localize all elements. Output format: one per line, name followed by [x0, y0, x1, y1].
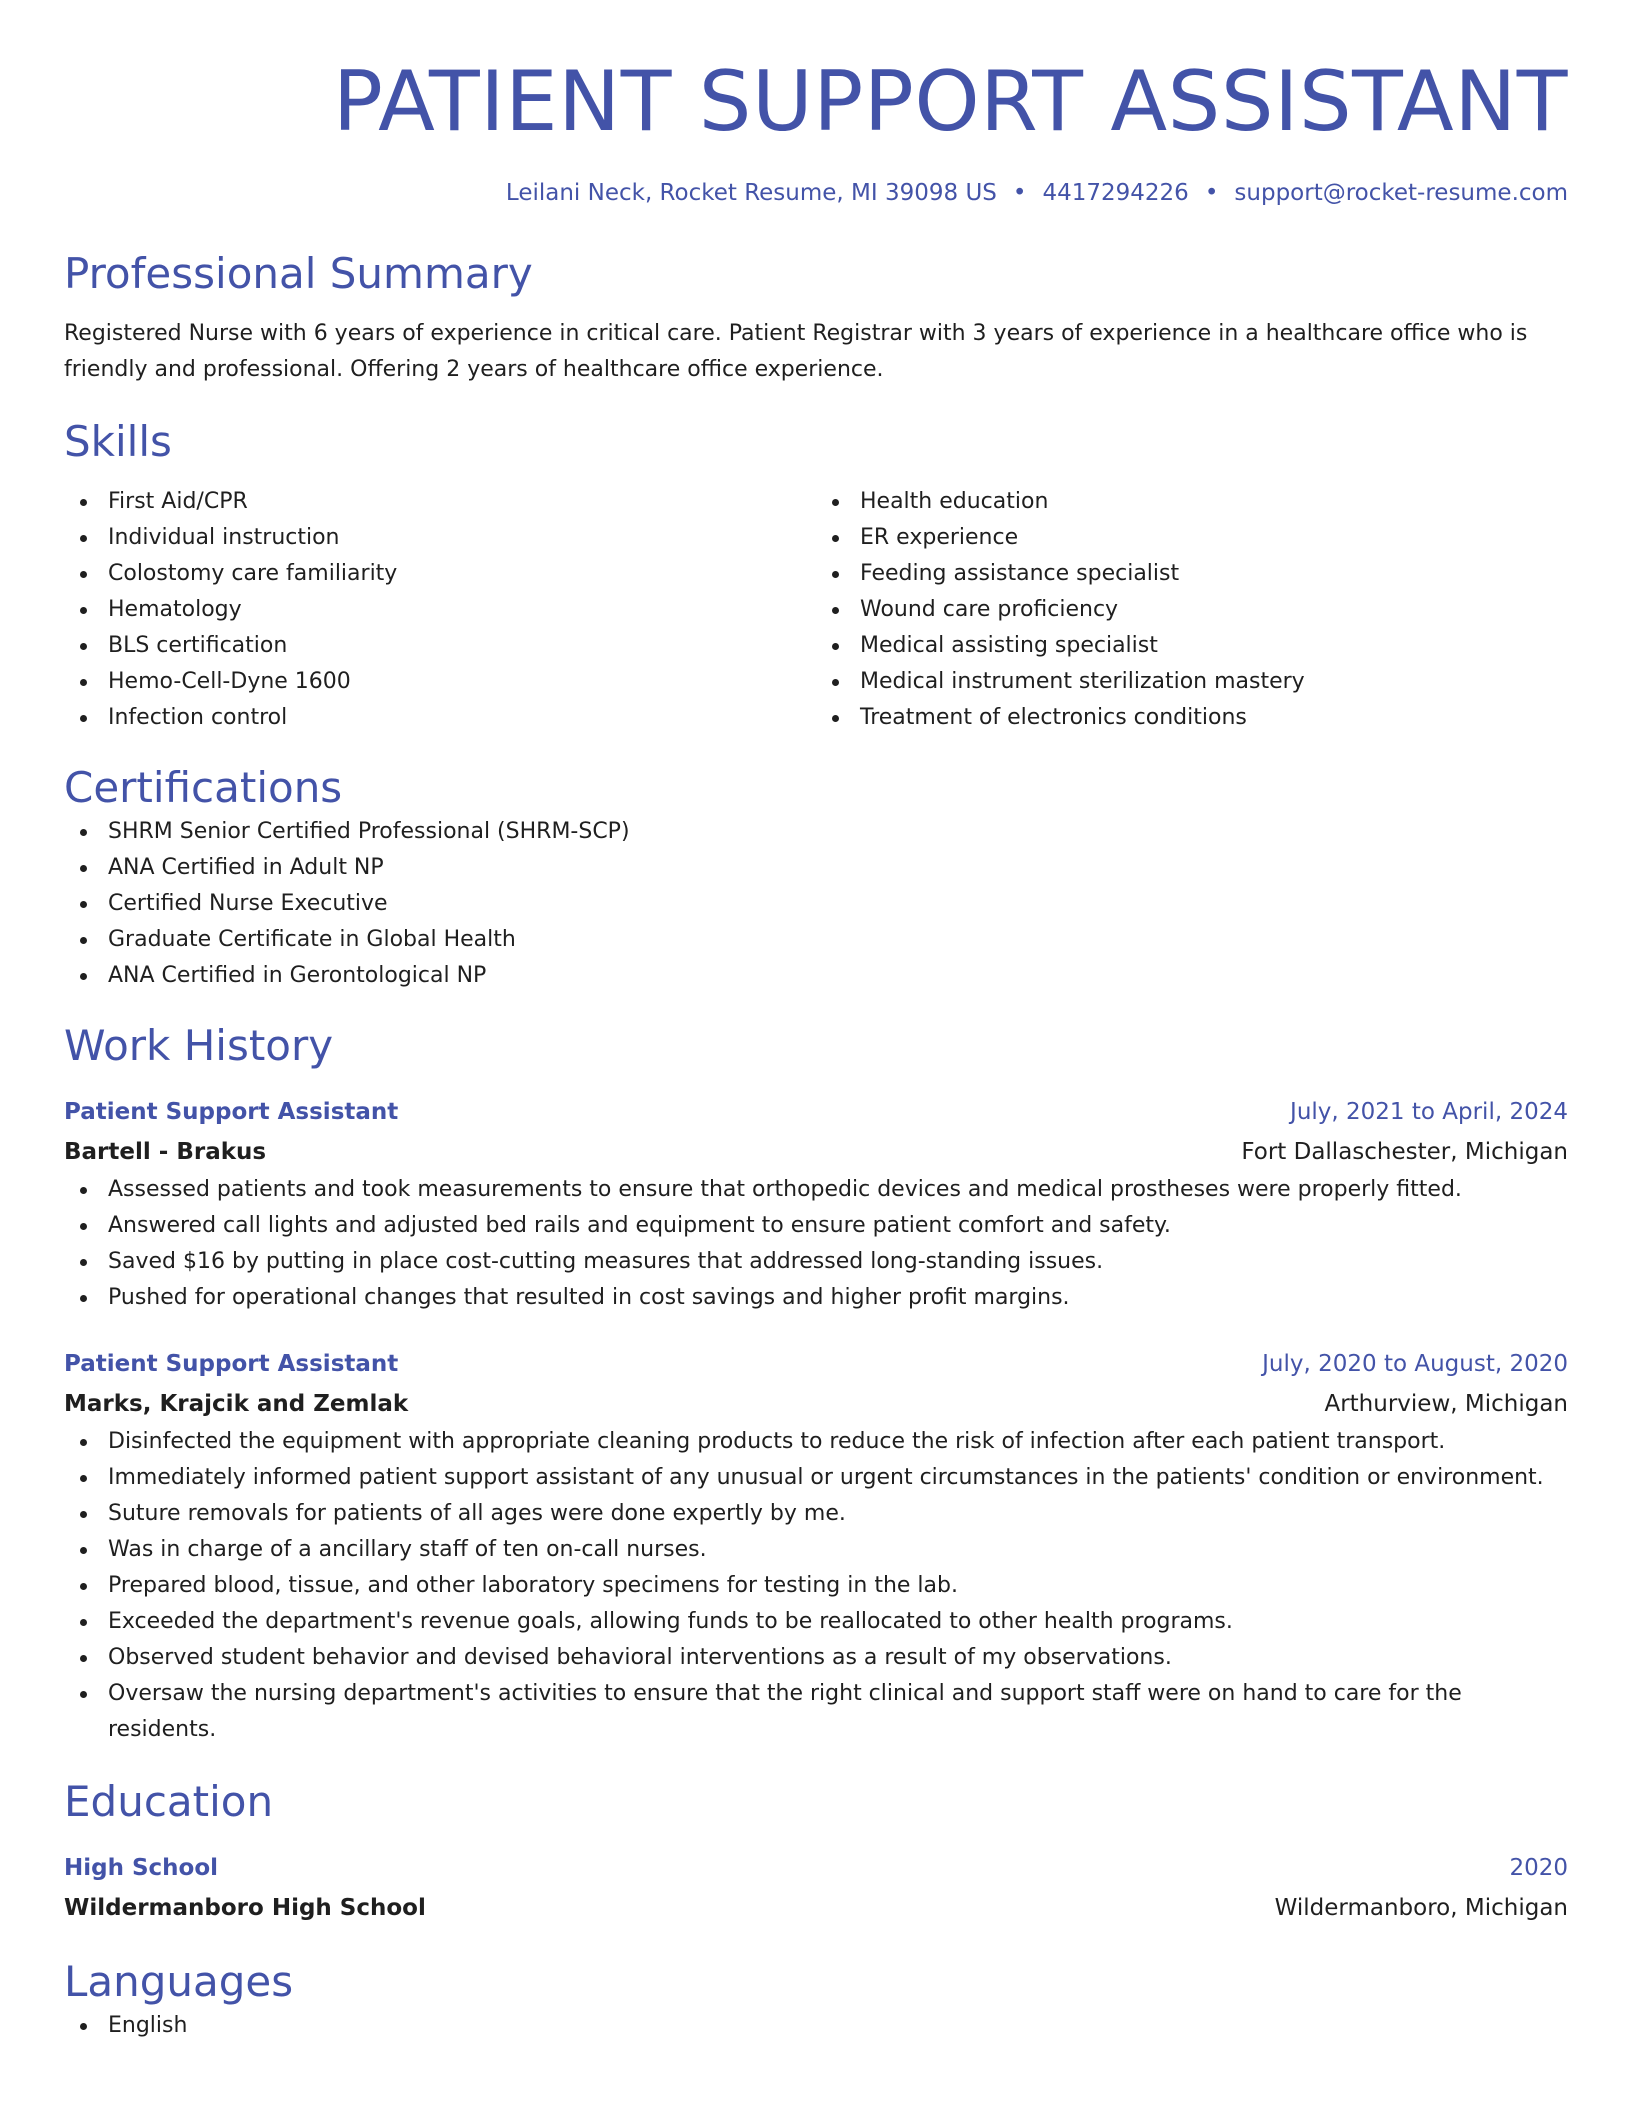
skills-section: [64, 416, 1568, 736]
skill-label: Hematology: [108, 597, 242, 622]
education-school: Wildermanboro High School: [64, 1895, 426, 1921]
certification-item: [64, 958, 1568, 994]
job-bullet-list: [64, 1424, 1568, 1748]
skill-item: [816, 700, 1568, 736]
bullet-icon: [80, 1475, 87, 1482]
skill-item: [64, 484, 816, 520]
bullet-icon: [80, 607, 87, 614]
skills-column-right: [816, 484, 1568, 736]
job-bullet-text: Exceeded the department's revenue goals, allowing funds to be reallocated to other health programs.: [108, 1609, 1233, 1634]
education-degree: High School: [64, 1855, 219, 1881]
skill-label: Treatment of electronics conditions: [860, 705, 1247, 730]
skill-item: [64, 520, 816, 556]
job-bullet-text: Disinfected the equipment with appropriate cleaning products to reduce the risk of infection after each patient transport.: [108, 1429, 1446, 1454]
skill-item: [816, 628, 1568, 664]
job-company: Marks, Krajcik and Zemlak: [64, 1391, 409, 1417]
bullet-icon: [80, 1655, 87, 1662]
job-bullet: [64, 1532, 1568, 1568]
bullet-icon: [80, 1295, 87, 1302]
bullet-icon: [80, 571, 87, 578]
skill-label: Medical assisting specialist: [860, 633, 1158, 658]
job-bullet: [64, 1280, 1568, 1316]
skill-item: [64, 664, 816, 700]
job-bullet-text: Was in charge of a ancillary staff of ten on-call nurses.: [108, 1537, 707, 1562]
skill-label: Medical instrument sterilization mastery: [860, 669, 1305, 694]
skill-label: Feeding assistance specialist: [860, 561, 1180, 586]
job-entry: [64, 1092, 1568, 1316]
education-heading: Education: [64, 1777, 274, 1826]
job-bullet-text: Suture removals for patients of all ages were done expertly by me.: [108, 1501, 846, 1526]
skill-label: Health education: [860, 489, 1049, 514]
job-bullet-text: Saved $16 by putting in place cost-cutting measures that addressed long-standing issues.: [108, 1249, 1104, 1274]
bullet-icon: [80, 1259, 87, 1266]
summary-heading: Professional Summary: [64, 249, 533, 298]
bullet-icon: [832, 679, 839, 686]
job-dates: July, 2021 to April, 2024: [1290, 1099, 1568, 1125]
job-bullet-text: Assessed patients and took measurements to ensure that orthopedic devices and medical prostheses were properly fitted.: [108, 1177, 1462, 1202]
skill-label: Individual instruction: [108, 525, 340, 550]
certification-label: ANA Certified in Adult NP: [108, 855, 384, 880]
bullet-icon: [80, 1583, 87, 1590]
bullet-icon: [80, 643, 87, 650]
job-company-row: [64, 1132, 1568, 1172]
skills-list-left: [64, 484, 816, 736]
job-bullet-text: Prepared blood, tissue, and other laboratory specimens for testing in the lab.: [108, 1573, 958, 1598]
job-bullet-text: Answered call lights and adjusted bed rails and equipment to ensure patient comfort and safety.: [108, 1213, 1171, 1238]
certification-item: [64, 886, 1568, 922]
education-section: [64, 1776, 1568, 1928]
bullet-icon: [80, 1223, 87, 1230]
certification-label: Graduate Certificate in Global Health: [108, 927, 516, 952]
skill-label: BLS certification: [108, 633, 288, 658]
job-bullet-text: Observed student behavior and devised behavioral interventions as a result of my observations.: [108, 1645, 1172, 1670]
certification-label: SHRM Senior Certified Professional (SHRM-SCP): [108, 819, 630, 844]
education-entry: [64, 1848, 1568, 1928]
job-bullet-list: [64, 1172, 1568, 1316]
skill-label: Colostomy care familiarity: [108, 561, 398, 586]
skill-label: Wound care proficiency: [860, 597, 1119, 622]
job-entry: [64, 1344, 1568, 1748]
bullet-icon: [80, 535, 87, 542]
skill-item: [816, 664, 1568, 700]
bullet-icon: [80, 1691, 87, 1698]
bullet-icon: [80, 715, 87, 722]
job-company-row: [64, 1384, 1568, 1424]
skill-label: Hemo-Cell-Dyne 1600: [108, 669, 351, 694]
job-title: Patient Support Assistant: [64, 1351, 399, 1377]
job-company: Bartell - Brakus: [64, 1139, 267, 1165]
bullet-icon: [832, 607, 839, 614]
skill-label: Infection control: [108, 705, 288, 730]
bullet-icon: [832, 499, 839, 506]
job-bullet: [64, 1424, 1568, 1460]
bullet-icon: [832, 643, 839, 650]
job-bullet: [64, 1676, 1568, 1748]
job-dates: July, 2020 to August, 2020: [1262, 1351, 1568, 1377]
job-title: Patient Support Assistant: [64, 1099, 399, 1125]
job-location: Arthurview, Michigan: [1324, 1391, 1568, 1417]
job-bullet: [64, 1208, 1568, 1244]
languages-heading: Languages: [64, 1957, 294, 2006]
skill-label: ER experience: [860, 525, 1019, 550]
education-location: Wildermanboro, Michigan: [1274, 1895, 1568, 1921]
skill-item: [64, 592, 816, 628]
education-header-row: [64, 1848, 1568, 1888]
job-bullet-text: Pushed for operational changes that resulted in cost savings and higher profit margins.: [108, 1285, 1070, 1310]
certification-item: [64, 922, 1568, 958]
skills-column-left: [64, 484, 816, 736]
job-bullet: [64, 1640, 1568, 1676]
bullet-icon: [80, 2023, 87, 2030]
job-header-row: [64, 1344, 1568, 1384]
job-bullet-text: Oversaw the nursing department's activities to ensure that the right clinical and support staff were on hand to care for the residents.: [108, 1681, 1462, 1742]
skills-columns: [64, 484, 1568, 736]
bullet-icon: [80, 1547, 87, 1554]
skill-item: [816, 520, 1568, 556]
language-item: [64, 2008, 1568, 2044]
bullet-icon: [80, 1187, 87, 1194]
contact-separator: •: [1204, 180, 1219, 206]
bullet-icon: [80, 499, 87, 506]
skill-item: [64, 556, 816, 592]
skill-item: [816, 556, 1568, 592]
education-year: 2020: [1509, 1855, 1568, 1881]
certification-item: [64, 850, 1568, 886]
work-history-heading: Work History: [64, 1021, 334, 1070]
job-header-row: [64, 1092, 1568, 1132]
certifications-section: [64, 762, 1568, 994]
bullet-icon: [80, 1439, 87, 1446]
certification-label: ANA Certified in Gerontological NP: [108, 963, 487, 988]
skill-item: [64, 628, 816, 664]
skill-item: [816, 484, 1568, 520]
certifications-list: [64, 814, 1568, 994]
bullet-icon: [80, 973, 87, 980]
bullet-icon: [832, 571, 839, 578]
summary-section: [64, 248, 1568, 388]
bullet-icon: [80, 829, 87, 836]
bullet-icon: [80, 937, 87, 944]
contact-separator: •: [1012, 180, 1027, 206]
summary-text: Registered Nurse with 6 years of experience in critical care. Patient Registrar with 3 years of experience in a healthcare office who is friendly and professional. Offering 2 years of healthcare office experience.: [64, 321, 1528, 382]
bullet-icon: [80, 1511, 87, 1518]
bullet-icon: [80, 865, 87, 872]
bullet-icon: [832, 715, 839, 722]
languages-section: [64, 1956, 1568, 2044]
job-bullet: [64, 1496, 1568, 1532]
languages-list: [64, 2008, 1568, 2044]
certification-item: [64, 814, 1568, 850]
skill-item: [64, 700, 816, 736]
language-label: English: [108, 2013, 188, 2038]
contact-address: Leilani Neck, Rocket Resume, MI 39098 US: [505, 180, 997, 206]
contact-line: [64, 178, 1568, 208]
contact-email[interactable]: support@rocket-resume.com: [1234, 180, 1568, 206]
job-bullet: [64, 1244, 1568, 1280]
job-bullet: [64, 1568, 1568, 1604]
bullet-icon: [832, 535, 839, 542]
certification-label: Certified Nurse Executive: [108, 891, 388, 916]
bullet-icon: [80, 679, 87, 686]
bullet-icon: [80, 1619, 87, 1626]
job-bullet: [64, 1460, 1568, 1496]
job-location: Fort Dallaschester, Michigan: [1241, 1139, 1568, 1165]
candidate-title: PATIENT SUPPORT ASSISTANT: [332, 53, 1568, 150]
skills-list-right: [816, 484, 1568, 736]
education-school-row: [64, 1888, 1568, 1928]
job-bullet: [64, 1604, 1568, 1640]
work-history-section: [64, 1020, 1568, 1748]
certifications-heading: Certifications: [64, 763, 343, 812]
job-bullet-text: Immediately informed patient support assistant of any unusual or urgent circumstances in the patients' condition or environment.: [108, 1465, 1544, 1490]
skill-label: First Aid/CPR: [108, 489, 248, 514]
skill-item: [816, 592, 1568, 628]
skills-heading: Skills: [64, 417, 172, 466]
bullet-icon: [80, 901, 87, 908]
job-bullet: [64, 1172, 1568, 1208]
contact-phone[interactable]: 4417294226: [1042, 180, 1189, 206]
